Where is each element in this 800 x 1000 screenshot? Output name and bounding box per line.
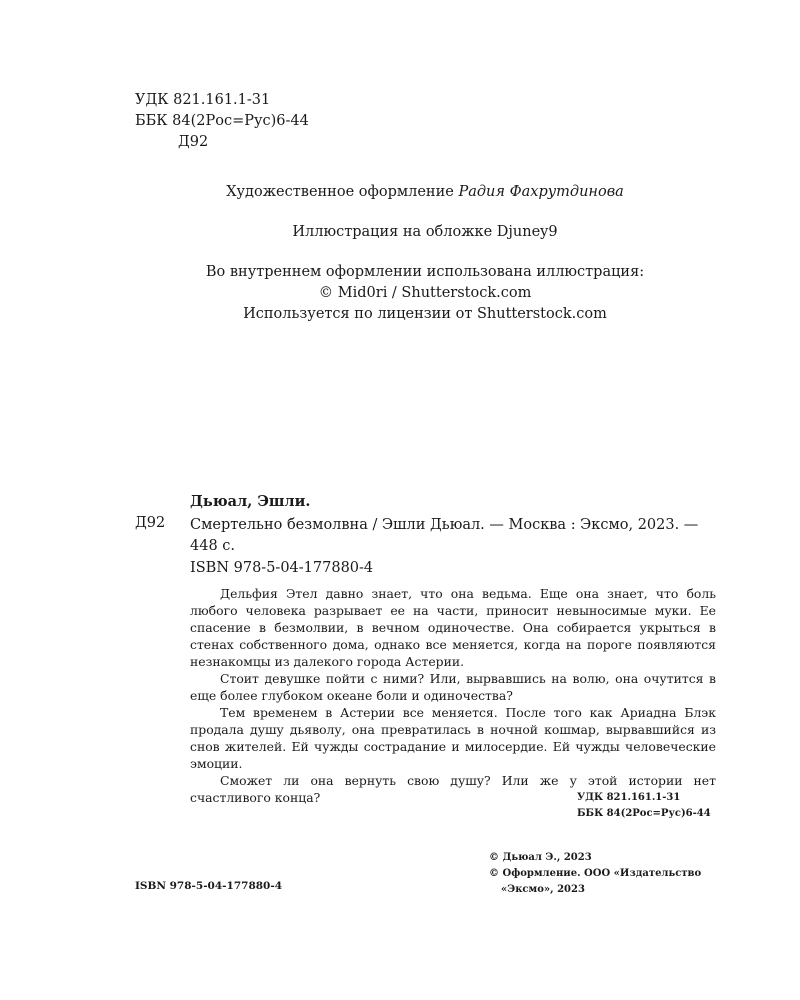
design-credit-prefix: Художественное оформление	[226, 184, 459, 200]
catalog-author: Дьюал, Эшли.	[190, 493, 311, 510]
inner-illustration-credit	[0, 262, 800, 325]
small-bbk-code: ББК 84(2Рос=Рус)6-44	[577, 808, 711, 819]
footer-isbn: ISBN 978-5-04-177880-4	[135, 880, 283, 892]
annotation-paragraph: Тем временем в Астерии все меняется. После того как Ариадна Блэк продала душу дьяволу, она превратилась в ночной кошмар, вырвавшийся из снов жителей. Ей чужды сострадание и милосердие. Ей чужды человеческие эмоции.	[190, 705, 716, 771]
udk-code: УДК 821.161.1-31	[135, 92, 271, 108]
design-credit	[0, 182, 800, 203]
author-mark: Д92	[178, 134, 209, 150]
copyright-author: © Дьюал Э., 2023	[489, 852, 592, 863]
copyright-design-line-1: © Оформление. ООО «Издательство	[489, 868, 702, 879]
catalog-title-entry: Смертельно безмолвна / Эшли Дьюал. — Москва : Эксмо, 2023. — 448 с.	[190, 517, 699, 554]
classification-block	[135, 90, 309, 153]
annotation-paragraph: Сможет ли она вернуть свою душу? Или же у этой истории нет счастливого конца?	[190, 773, 716, 805]
cover-illustration-credit: Иллюстрация на обложке Djuney9	[292, 224, 558, 240]
copyright-block	[489, 850, 701, 898]
catalog-isbn: ISBN 978-5-04-177880-4	[190, 560, 374, 576]
inner-credit-line-2: © Mid0ri / Shutterstock.com	[318, 285, 532, 301]
designer-name: Радия Фахрутдинова	[458, 184, 624, 200]
book-annotation	[190, 585, 716, 806]
annotation-paragraph: Стоит девушке пойти с ними? Или, вырвавшись на волю, она очутится в еще более глубоком океане боли и одиночества?	[190, 671, 716, 703]
catalog-id: Д92	[135, 515, 166, 531]
inner-credit-line-1: Во внутреннем оформлении использована иллюстрация:	[205, 264, 645, 280]
small-udk-code: УДК 821.161.1-31	[577, 792, 681, 803]
annotation-paragraph: Дельфия Этел давно знает, что она ведьма. Еще она знает, что боль любого человека разрывает ее на части, приносит невыносимые муки. Ее спасение в безмолвии, в вечном одиночестве. Она собирается укрыться в стенах собственного дома, однако все меняется, когда на пороге появляются незнакомцы из далекого города Астерии.	[190, 586, 716, 669]
small-classification-codes	[577, 790, 711, 822]
bbk-code: ББК 84(2Рос=Рус)6-44	[135, 113, 309, 129]
copyright-design-line-2: «Эксмо», 2023	[501, 884, 585, 895]
inner-credit-line-3: Используется по лицензии от Shutterstock.com	[243, 306, 607, 322]
